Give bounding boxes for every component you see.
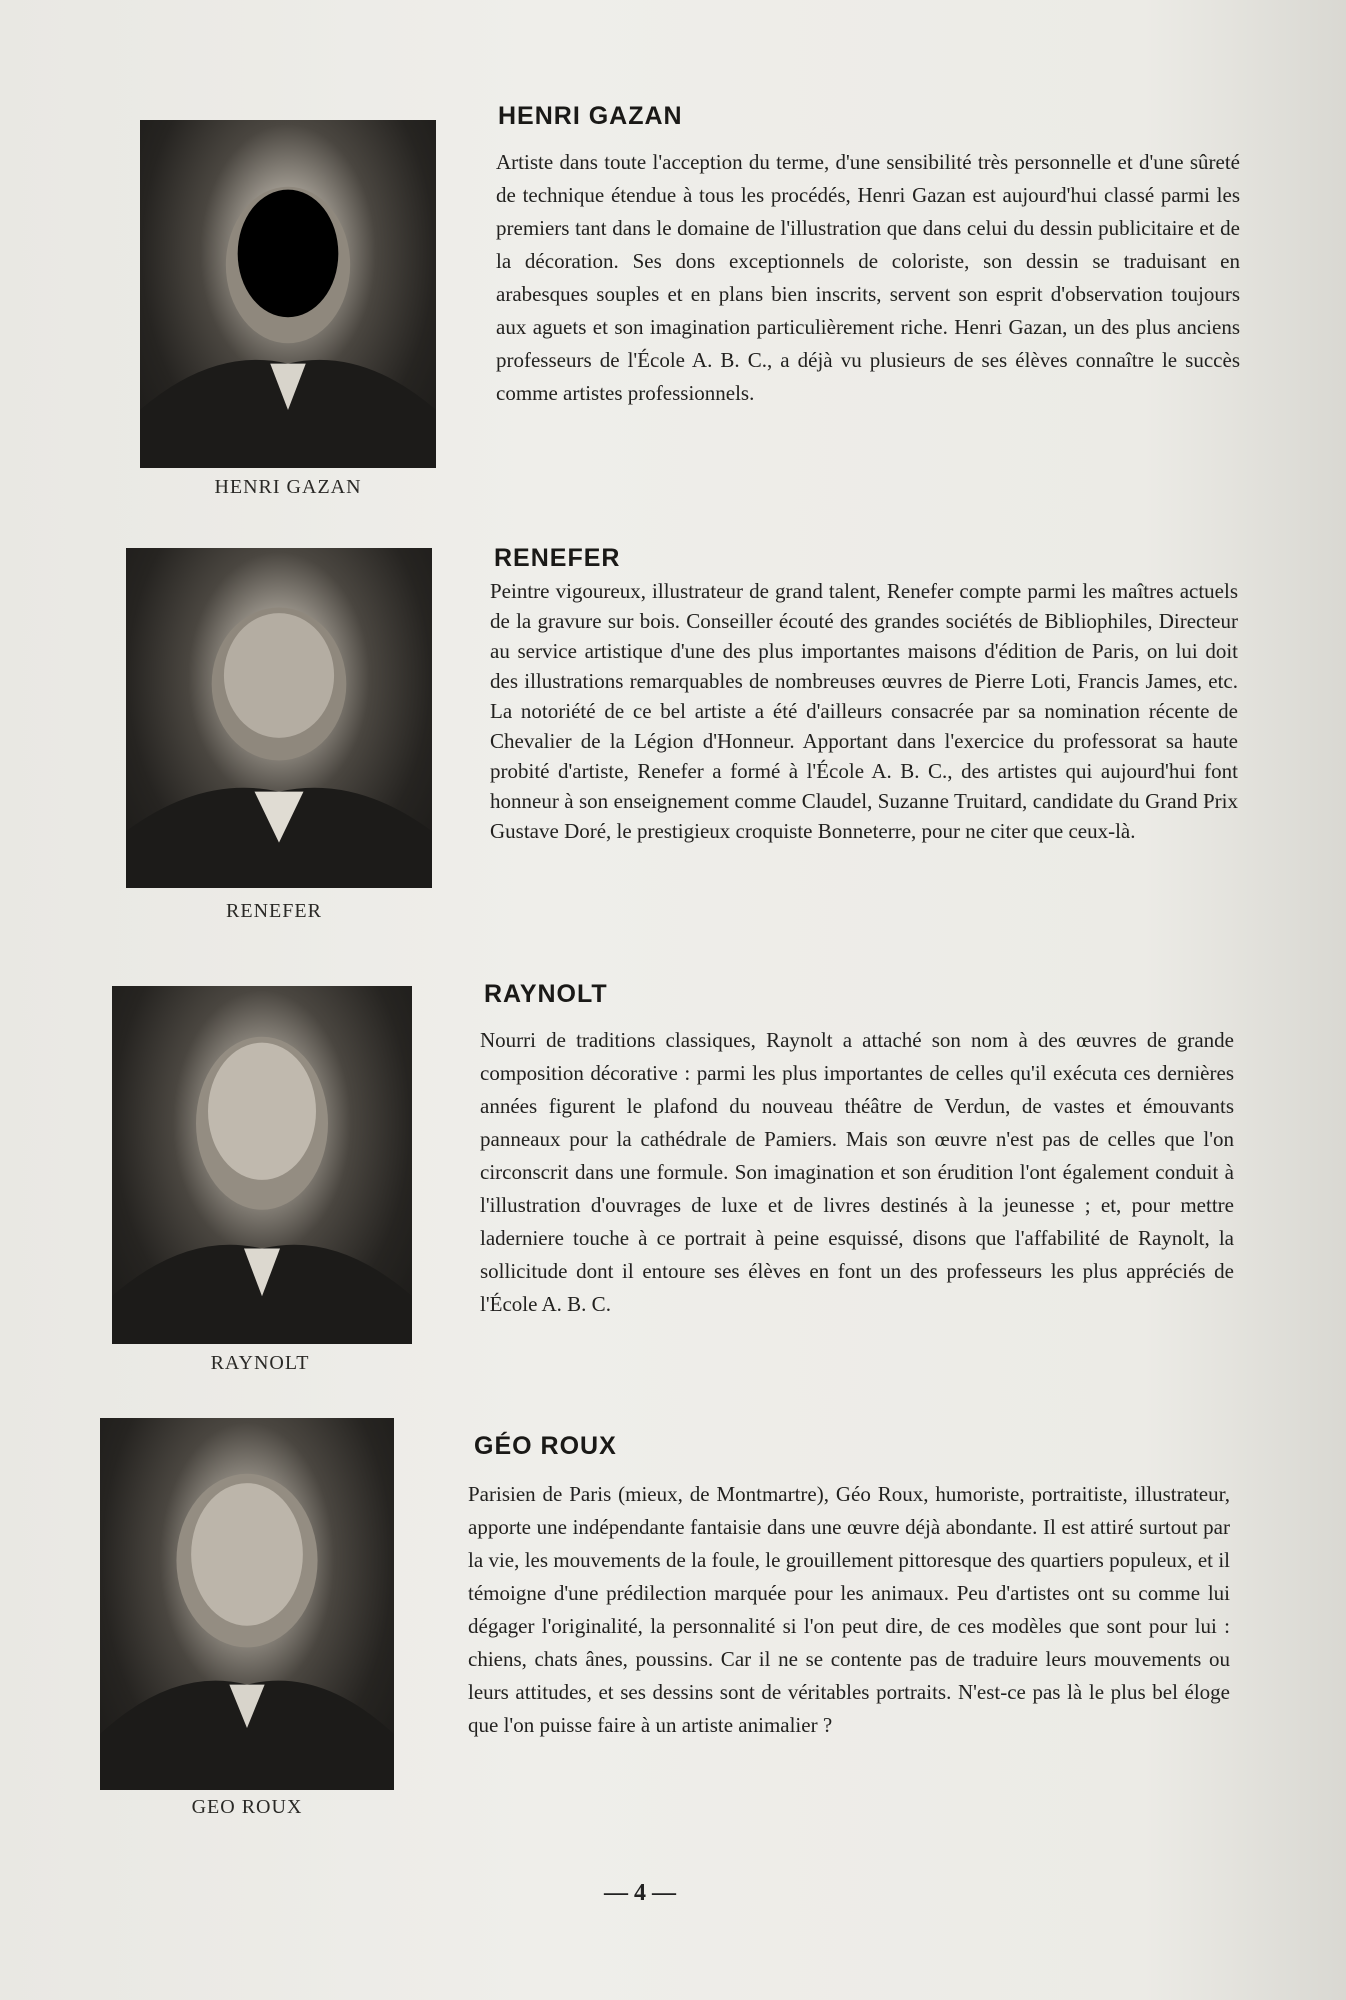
artist-bio: Parisien de Paris (mieux, de Montmartre), Géo Roux, humoriste, portraitiste, illustrateur, apporte une indépendante fantaisie dans une œuvre déjà abondante. Il est attiré surtout par la vie, les mouvements de la foule, le grouillement pittoresque des quartiers populeux, et il témoigne d'une prédilection marquée pour les animaux. Peu d'artistes ont su comme lui dégager l'originalité, la personnalité si l'on peut dire, de ces modèles que sont pour lui : chiens, chats ânes, poussins. Car il ne se contente pas de traduire leurs mouvements ou leurs attitudes, et ses dessins sont de véritables portraits. N'est-ce pas là le plus bel éloge que l'on puisse faire à un artiste animalier ?: [468, 1482, 1230, 1737]
portrait-photo-icon: [126, 548, 432, 888]
artist-name: RAYNOLT: [484, 980, 608, 1008]
artist-name: HENRI GAZAN: [498, 102, 683, 130]
photo-caption: RENEFER: [226, 900, 322, 922]
photo-caption: RAYNOLT: [210, 1352, 310, 1374]
portrait-photo-icon: [112, 986, 412, 1344]
portrait-photo-icon: [140, 120, 436, 468]
photo-caption: HENRI GAZAN: [214, 476, 362, 498]
portrait-photo-renefer: [126, 548, 432, 888]
page-number: — 4 —: [604, 1880, 676, 1906]
portrait-photo-raynolt: [112, 986, 412, 1344]
portrait-photo-icon: [100, 1418, 394, 1790]
artist-name: GÉO ROUX: [474, 1432, 617, 1460]
artist-name: RENEFER: [494, 544, 621, 572]
portrait-photo-geo-roux: [100, 1418, 394, 1790]
artist-bio: Nourri de traditions classiques, Raynolt a attaché son nom à des œuvres de grande composition décorative : parmi les plus importantes de celles qu'il exécuta ces dernières années figurent le plafond du nouveau théâtre de Verdun, de vastes et émouvants panneaux pour la cathédrale de Pamiers. Mais son œuvre n'est pas de celles que l'on circonscrit dans une formule. Son imagination et son érudition l'ont également conduit à l'illustration d'ouvrages de luxe et de livres destinés à la jeunesse ; et, pour mettre laderniere touche à ce portrait à peine esquissé, disons que l'affabilité de Raynolt, la sollicitude dont il entoure ses élèves en font un des professeurs les plus appréciés de l'École A. B. C.: [480, 1028, 1234, 1316]
portrait-photo-henri-gazan: [140, 120, 436, 468]
artist-bio: Artiste dans toute l'acception du terme, d'une sensibilité très personnelle et d'une sûreté de technique étendue à tous les procédés, Henri Gazan est aujourd'hui classé parmi les premiers tant dans le domaine de l'illustration que dans celui du dessin publicitaire et de la décoration. Ses dons exceptionnels de coloriste, son dessin se traduisant en arabesques souples et en plans bien inscrits, servent son esprit d'observation toujours aux aguets et son imagination particulièrement riche. Henri Gazan, un des plus anciens professeurs de l'École A. B. C., a déjà vu plusieurs de ses élèves connaître le succès comme artistes professionnels.: [496, 150, 1240, 405]
photo-caption: GEO ROUX: [191, 1796, 303, 1818]
artist-bio: Peintre vigoureux, illustrateur de grand talent, Renefer compte parmi les maîtres actuels de la gravure sur bois. Conseiller écouté des grandes sociétés de Bibliophiles, Directeur au service artistique d'une des plus importantes maisons d'édition de Paris, on lui doit des illustrations remarquables de nombreuses œuvres de Pierre Loti, Francis James, etc. La notoriété de ce bel artiste a été d'ailleurs consacrée par sa nomination récente de Chevalier de la Légion d'Honneur. Apportant dans l'exercice du professorat sa haute probité d'artiste, Renefer a formé à l'École A. B. C., des artistes qui aujourd'hui font honneur à son enseignement comme Claudel, Suzanne Truitard, candidate du Grand Prix Gustave Doré, le prestigieux croquiste Bonneterre, pour ne citer que ceux-là.: [490, 579, 1238, 843]
